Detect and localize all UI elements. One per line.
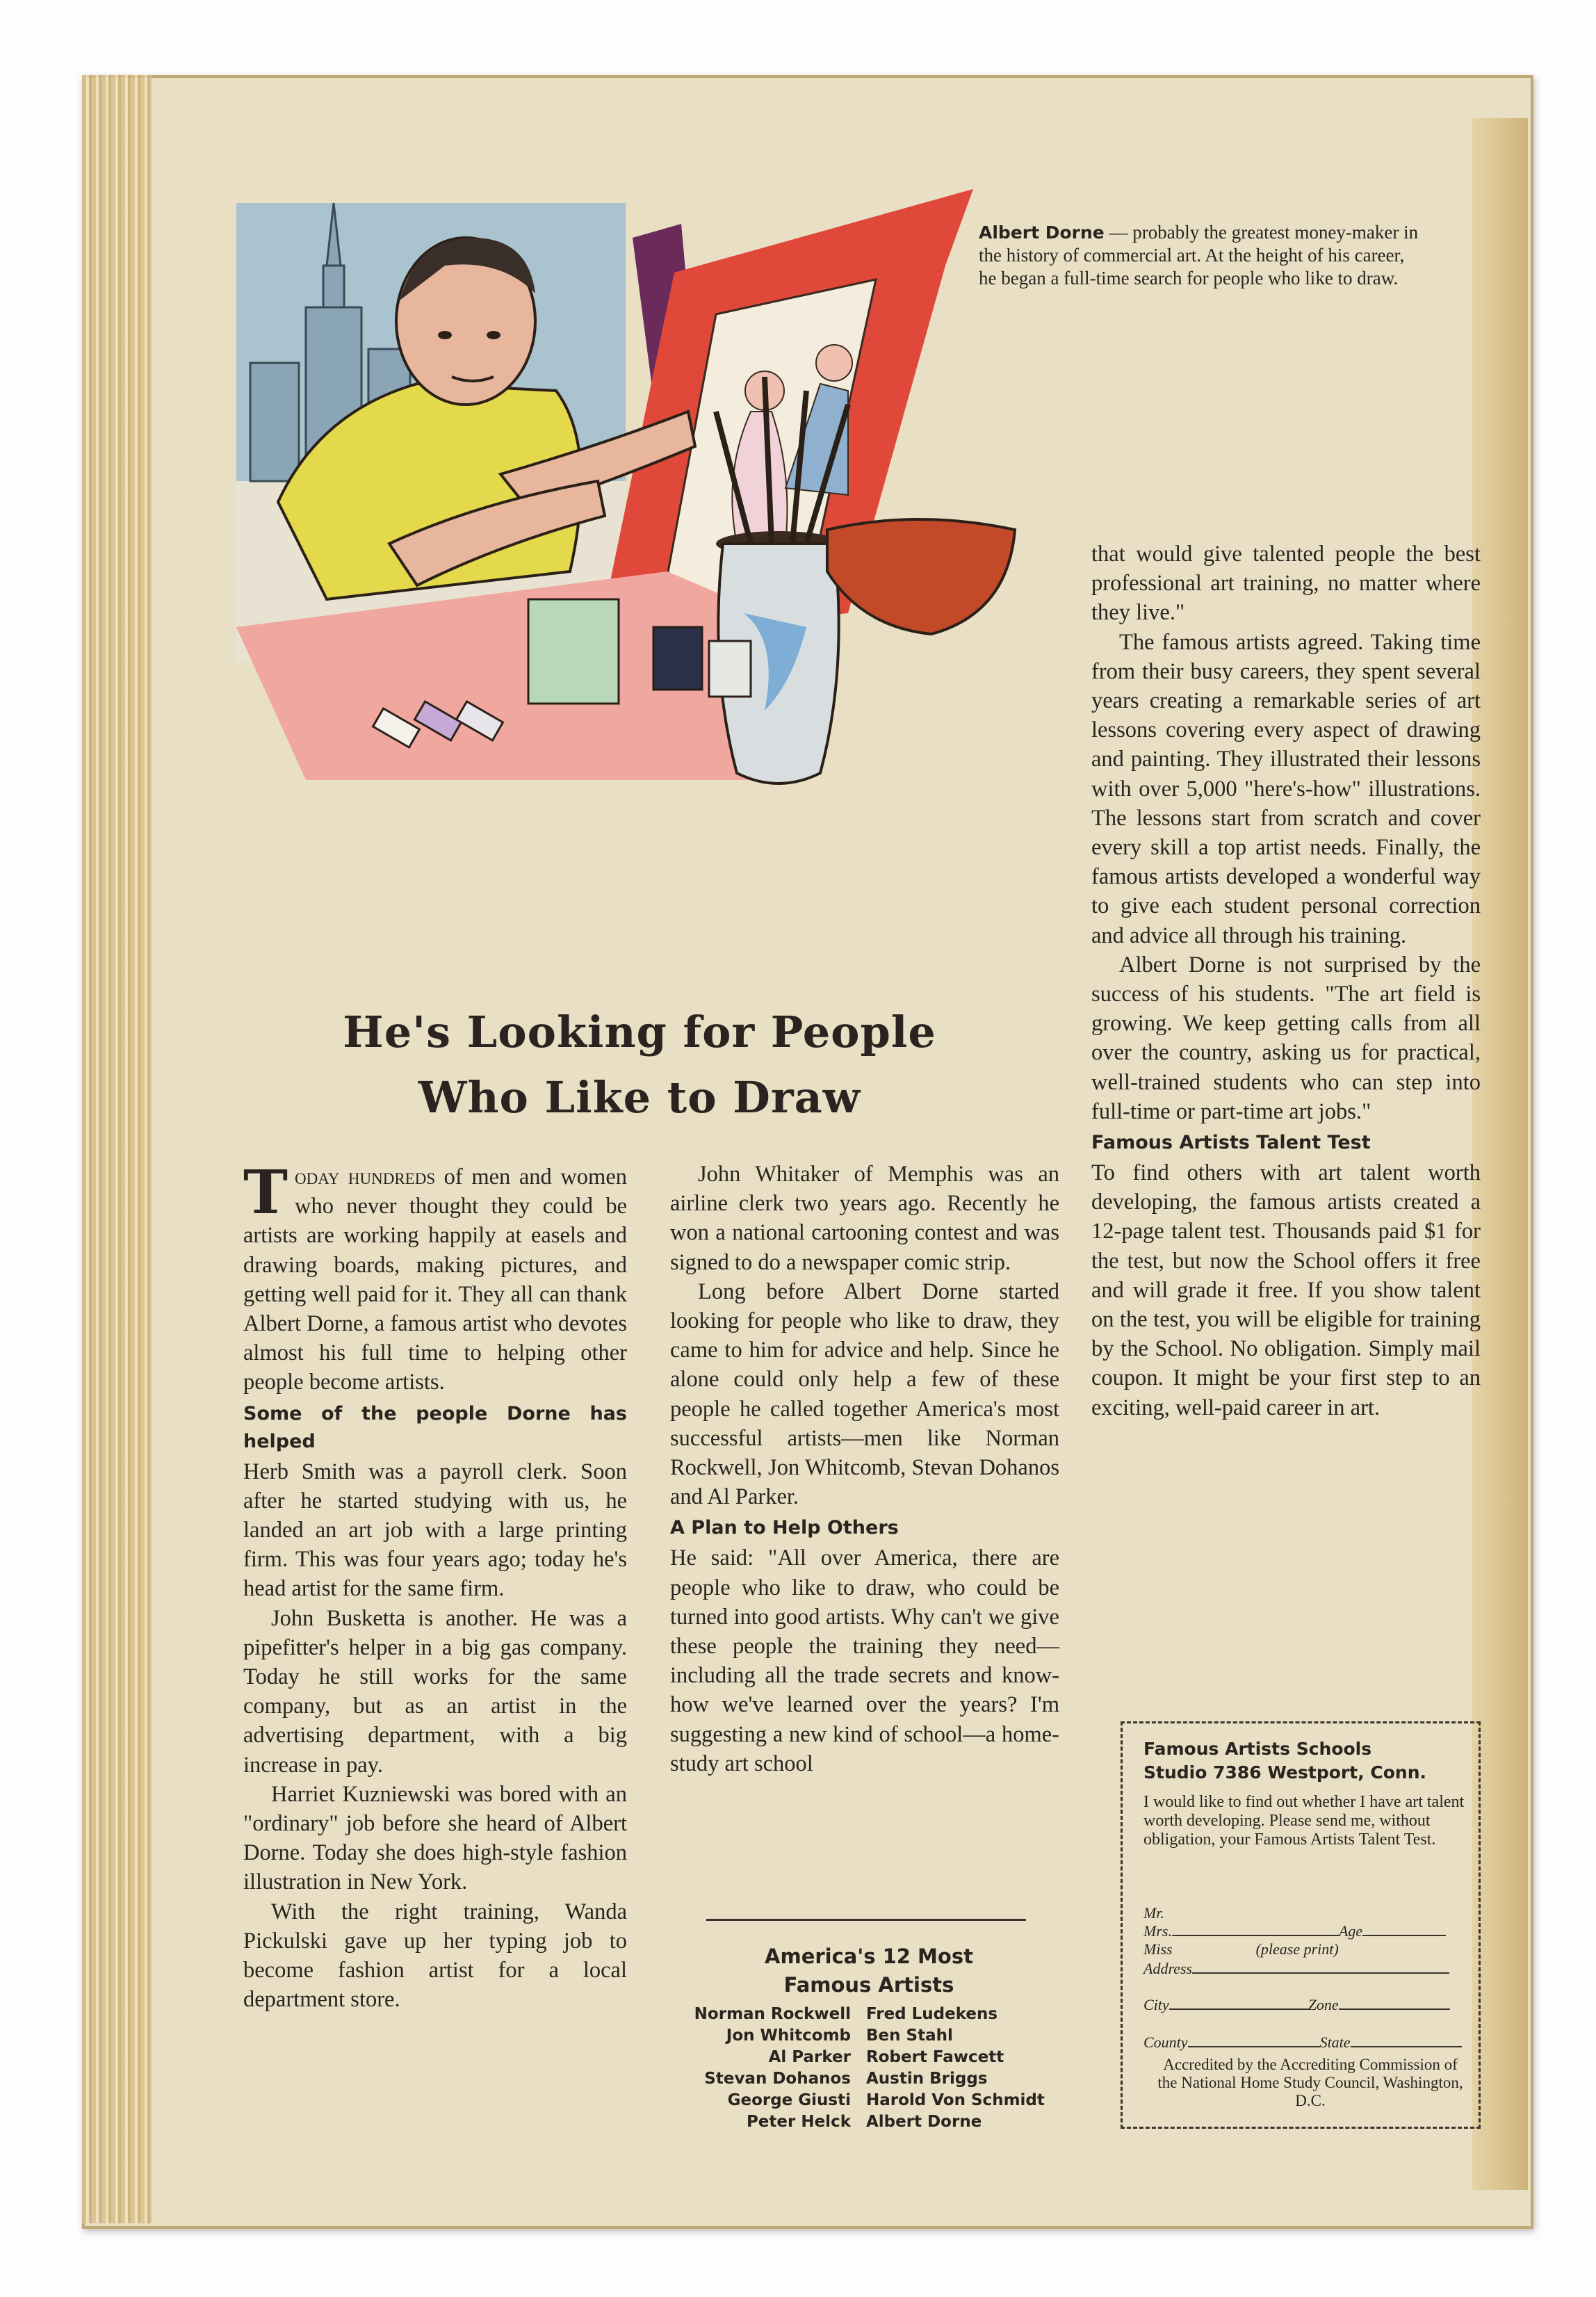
artist-name: Austin Briggs [866,2070,988,2088]
artist-name: Ben Stahl [866,2027,953,2045]
column1-paragraph-2: Herb Smith was a payroll clerk. Soon after he started studying with us, he landed an art job with a large printing firm. This was four years ago; today he's head artist for the same firm. [243,1459,627,1602]
coupon-address-field[interactable] [1143,1960,1470,1978]
headline [292,1000,987,1130]
column1-p1-text: of men and women who never thought they could be artists are working happily at easels and drawing boards, making pictures, and getting well paid for it. They all can thank Albert Dorne, a famous artist who devotes almost his full time to helping other people become artists. [243,1164,627,1395]
coupon-header [1143,1737,1470,1785]
artist-name: Norman Rockwell [694,2005,851,2023]
artist-name: Stevan Dohanos [704,2070,851,2088]
column2-paragraph-3: He said: "All over America, there are people who like to draw, who could be turned into good artists. Why can't we give these people the training they need—including all the trade secrets and know-how we've learned over the years? I'm suggesting a new kind of school—a home-study art school [670,1545,1059,1776]
column3-subhead: Famous Artists Talent Test [1091,1132,1371,1154]
coupon-school: Famous Artists Schools [1143,1739,1372,1759]
column3-paragraph-4: To find others with art talent worth developing, the famous artists created a 12-page talent test. Thousands paid $1 for the test, but now the School offers it free and will grade it free. If you show talent on the test, you will be eligible for training by the School. No obligation. Simply mail coupon. It might be your first step to an exciting, well-paid career in art. [1091,1160,1481,1420]
famous-title-line-2: Famous Artists [783,1973,954,1997]
column3-paragraph-2: The famous artists agreed. Taking time from their busy careers, they spent several years creating a remarkable series of art lessons covering every aspect of drawing and painting. They illustrated their lessons with over 5,000 "here's-how" illustrations. The lessons start from scratch and cover every skill a top artist needs. Finally, the famous artists developed a wonderful way to give each student personal correction and advice all through his training. [1091,629,1481,948]
coupon-city-field[interactable] [1143,1996,1470,2014]
artist-name: Jon Whitcomb [726,2027,851,2045]
column3-paragraph-1: that would give talented people the best professional art training, no matter where they live." [1091,542,1481,626]
artist-name: Peter Helck [746,2113,851,2131]
headline-line-1: He's Looking for People [343,1007,936,1057]
coupon-mrs-label: Mrs. [1143,1922,1172,1940]
coupon-request-text: I would like to find out whether I have art talent worth developing. Please send me, without obligation, your Famous Artists Talent Test. [1143,1793,1465,1849]
coupon-zone-label: Zone [1308,1996,1339,2013]
artist-name: George Giusti [727,2091,851,2109]
famous-artists-title [702,1942,1036,1999]
cover-spine-edge [82,75,152,2223]
divider-rule [706,1919,1026,1921]
coupon-please-print: (please print) [1255,1940,1339,1958]
caption-name: Albert Dorne [979,222,1105,243]
cover-worn-edge [1472,118,1528,2190]
column2-paragraph-1: John Whitaker of Memphis was an airline clerk two years ago. Recently he won a national cartooning contest and was signed to do a newspaper comic strip. [670,1162,1059,1275]
artist-name: Al Parker [768,2048,851,2066]
coupon-age-label: Age [1338,1922,1363,1940]
coupon-state-label: State [1319,2034,1351,2051]
article-column-3 [1091,539,1481,1422]
column1-subhead: Some of the people Dorne has helped [243,1402,627,1452]
column1-paragraph-5: With the right training, Wanda Pickulski gave up her typing job to become fashion artist for a local department store. [243,1899,627,2013]
column1-paragraph-3: John Busketta is another. He was a pipefitter's helper in a big gas company. Today he still works for the same company, but as an artist in the advertising department, with a big increase in pay. [243,1605,627,1778]
column1-paragraph-1 [243,1158,627,1397]
coupon-city-label: City [1143,1996,1169,2013]
coupon-address-label: Address [1143,1960,1193,1977]
artist-name: Harold Von Schmidt [866,2091,1045,2109]
illustration-caption [979,221,1424,290]
bowl [827,519,1015,634]
column3-paragraph-3: Albert Dorne is not surprised by the success of his students. "The art field is growing. We keep getting calls from all over the country, asking us for practical, well-trained students who can step into full-time or part-time art jobs." [1091,952,1481,1124]
coupon-miss-label: Miss [1143,1940,1173,1958]
column2-paragraph-2: Long before Albert Dorne started looking for people who like to draw, they came to him for advice and help. Since he alone could only help a few of these people he called together America's most successful artists—men like Norman Rockwell, Jon Whitcomb, Stevan Dohanos and Al Parker. [670,1279,1059,1510]
mail-coupon[interactable] [1121,1721,1481,2129]
column2-subhead: A Plan to Help Others [670,1517,899,1539]
coupon-studio: Studio 7386 Westport, Conn. [1143,1762,1427,1783]
article-column-1 [243,1158,627,2014]
artist-name: Albert Dorne [866,2113,982,2131]
coupon-accreditation: Accredited by the Accrediting Commission of the National Home Study Council, Washington, D.C. [1157,2056,1463,2109]
article-column-2 [670,1160,1059,1778]
lead-in: oday hundreds [295,1164,436,1190]
headline-line-2: Who Like to Draw [418,1072,861,1123]
famous-artists-list [670,2004,1087,2133]
coupon-county-label: County [1143,2034,1188,2051]
coupon-mr-label: Mr. [1143,1904,1164,1922]
coupon-county-field[interactable] [1143,2034,1470,2052]
artist-illustration [236,182,1057,968]
artist-name: Fred Ludekens [866,2005,998,2023]
drop-cap: T [243,1158,288,1228]
caption-text: — probably the greatest money-maker in the history of commercial art. At the height of his career, he began a full-time search for people who like to draw. [979,222,1419,289]
famous-title-line-1: America's 12 Most [765,1945,973,1968]
coupon-name-field[interactable] [1143,1904,1470,1958]
artist-name: Robert Fawcett [866,2048,1004,2066]
column1-paragraph-4: Harriet Kuzniewski was bored with an "ordinary" job before she heard of Albert Dorne. Today she does high-style fashion illustration in New York. [243,1781,627,1895]
